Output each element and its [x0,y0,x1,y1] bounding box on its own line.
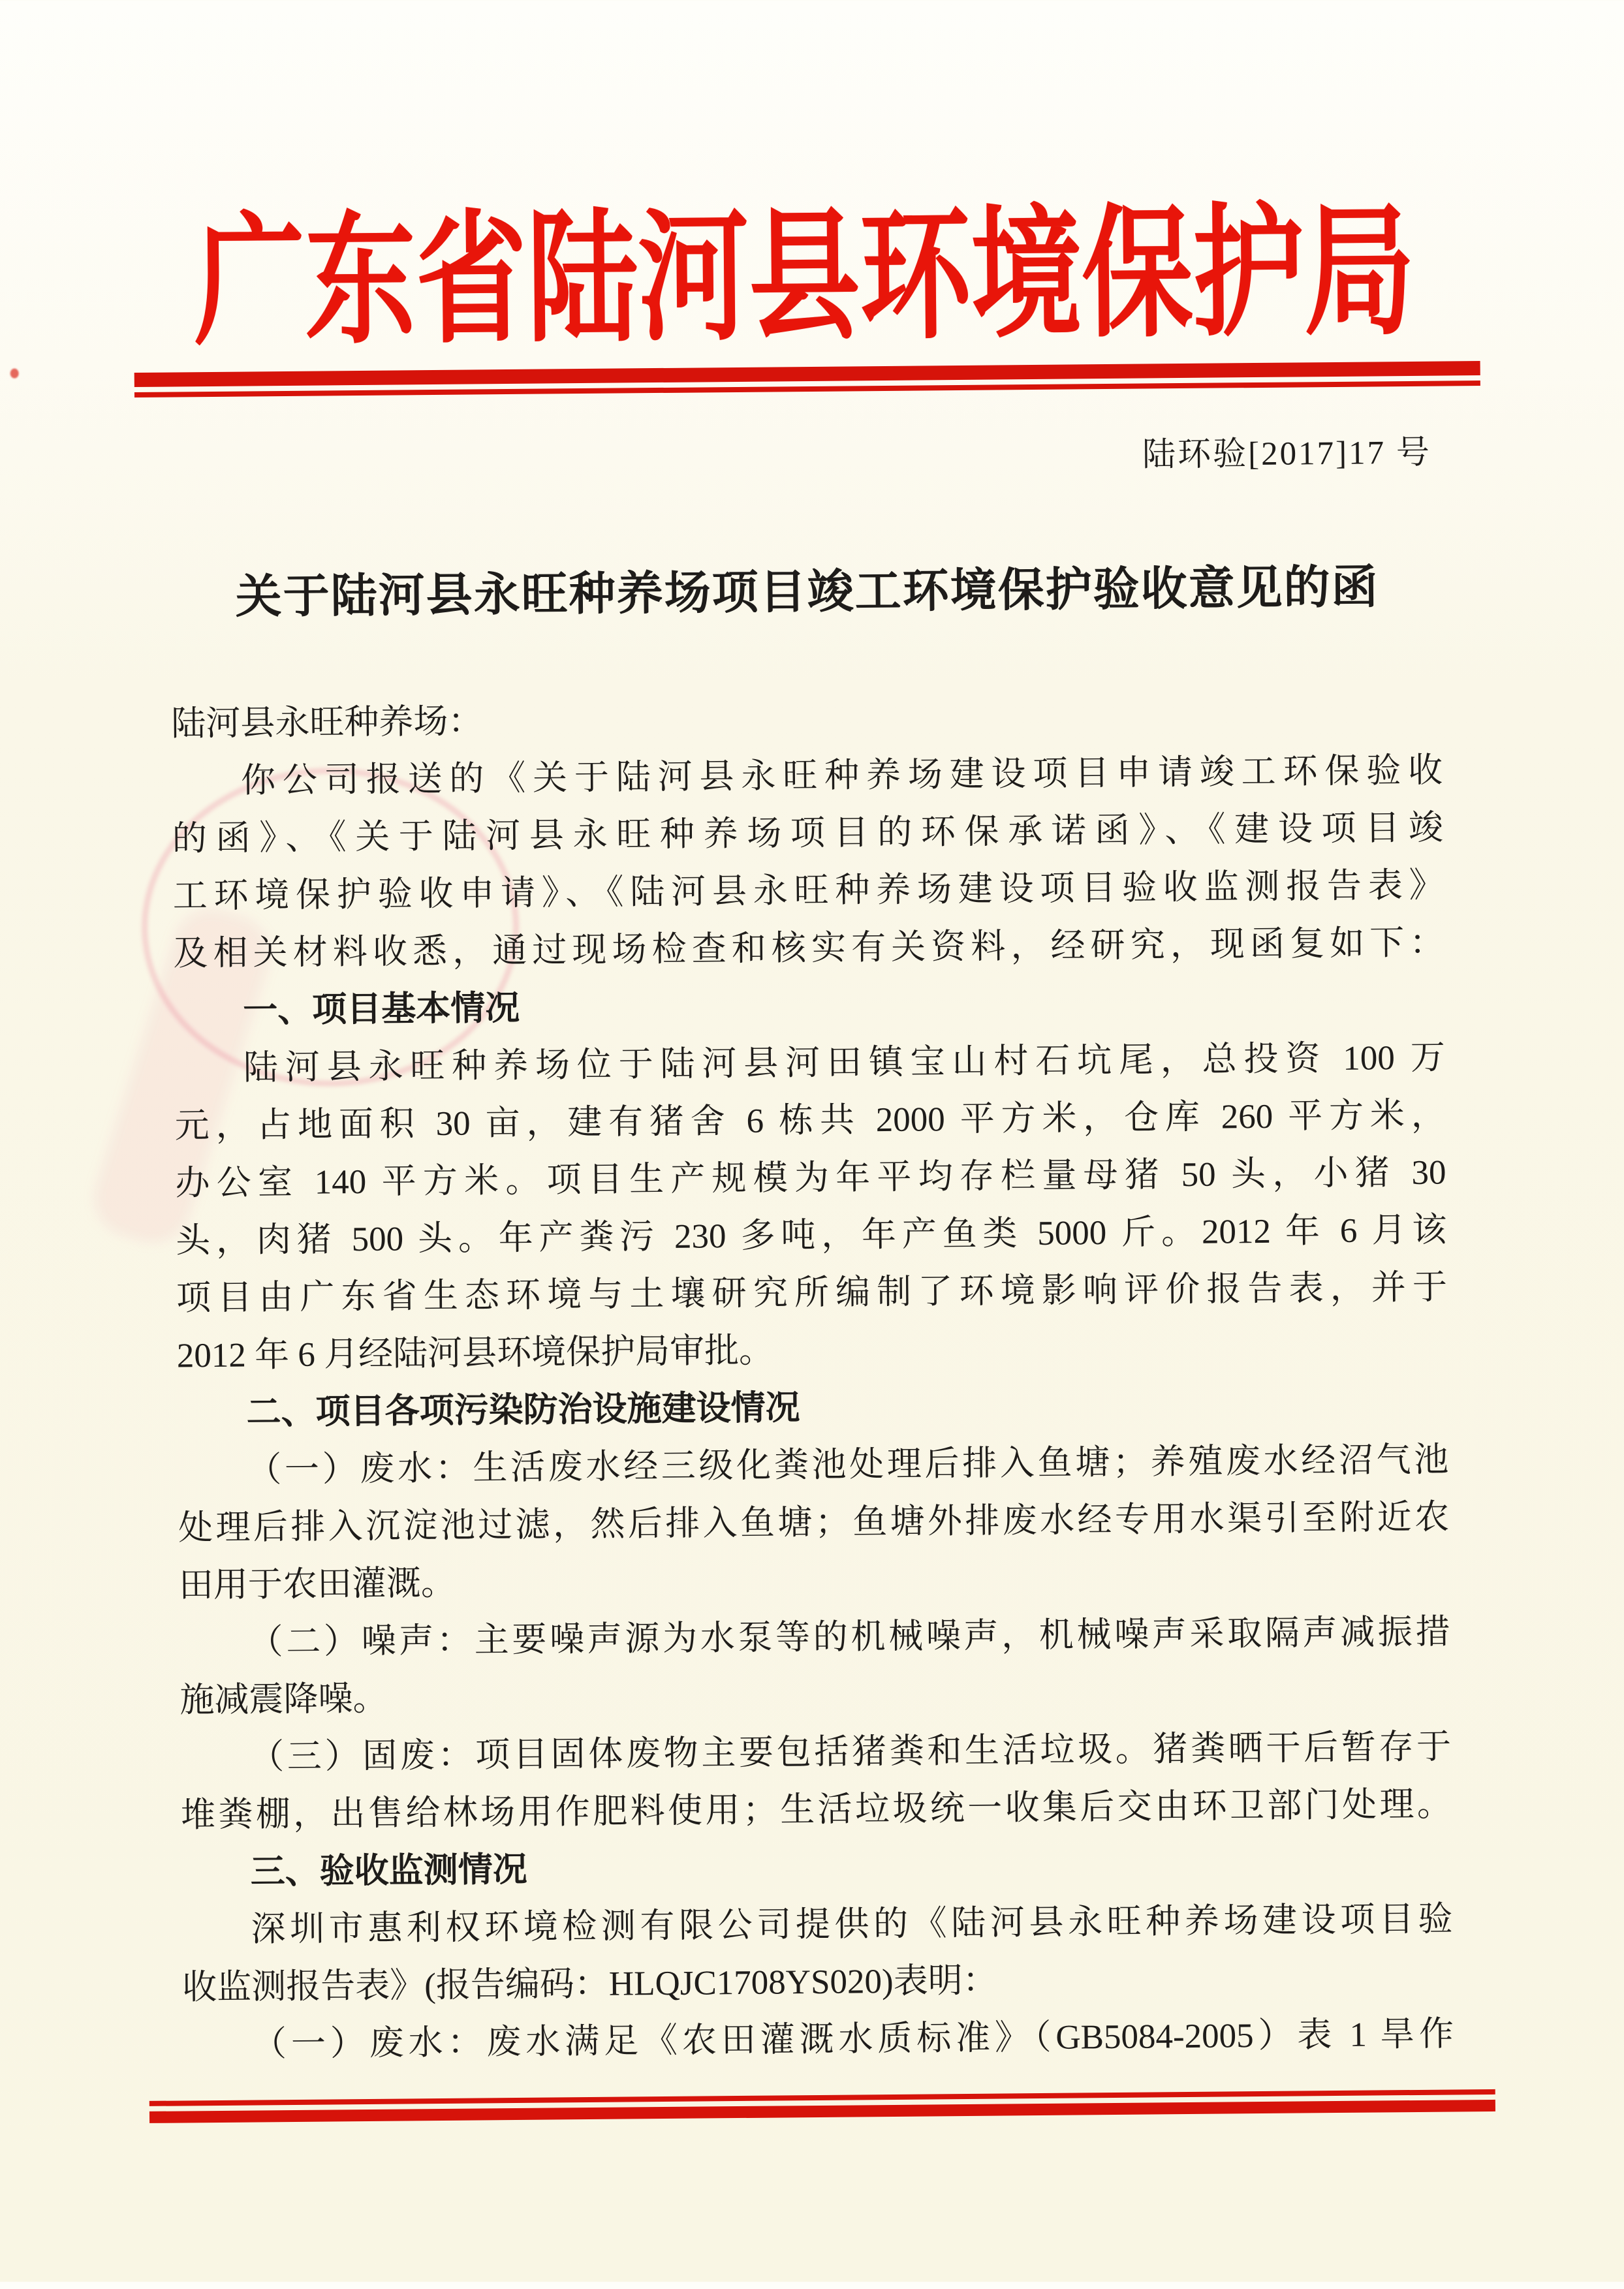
document-reference-number: 陆环验[2017]17 号 [1142,434,1432,474]
body-line-section-heading: 三、验收监测情况 [250,1850,527,1892]
body-line: 深圳市惠利权环境检测有限公司提供的《陆河县永旺种养场建设项目验 [251,1900,1453,1949]
body-line-section-heading: 二、项目各项污染防治设施建设情况 [246,1389,800,1432]
agency-masthead-title: 广东省陆河县环境保护局 [193,194,1416,363]
body-line-salutation: 陆河县永旺种养场： [171,702,483,743]
body-line: 元，占地面积 30 亩，建有猪舍 6 栋共 2000 平方米，仓库 260 平方米， [174,1096,1446,1145]
body-line: 办公室 140 平方米。项目生产规模为年平均存栏量母猪 50 头，小猪 30 [175,1153,1446,1203]
body-line: 2012 年 6 月经陆河县环境保护局审批。 [176,1331,774,1375]
body-line-section-heading: 一、项目基本情况 [242,989,520,1030]
body-line: 田用于农田灌溉。 [178,1564,456,1605]
body-line: （三）固废：项目固体废物主要包括猪粪和生活垃圾。猪粪晒干后暂存于 [249,1728,1452,1777]
body-line: 施减震降噪。 [180,1679,388,1720]
body-line: 陆河县永旺种养场位于陆河县河田镇宝山村石坑尾，总投资 100 万 [243,1038,1446,1087]
body-line: 收监测报告表》(报告编码：HLQJC1708YS020)表明： [182,1961,997,2007]
body-line: 的函》、《关于陆河县永旺种养场项目的环保承诺函》、《建设项目竣 [172,809,1444,858]
body-line: 项目由广东省生态环境与土壤研究所编制了环境影响评价报告表，并于 [176,1268,1448,1318]
body-line: 你公司报送的《关于陆河县永旺种养场建设项目申请竣工环保验收 [240,751,1443,800]
scan-ink-speck [10,369,19,379]
body-line: 头，肉猪 500 头。年产粪污 230 多吨，年产鱼类 5000 斤。2012 年 6 月该 [176,1211,1447,1260]
body-line: （一）废水：生活废水经三级化粪池处理后排入鱼塘；养殖废水经沼气池 [247,1440,1449,1489]
letter-title: 关于陆河县永旺种养场项目竣工环境保护验收意见的函 [235,562,1379,623]
body-line: （二）噪声：主要噪声源为水泵等的机械噪声，机械噪声采取隔声减振措 [248,1613,1450,1662]
body-line: 处理后排入沉淀池过滤，然后排入鱼塘；鱼塘外排废水经专用水渠引至附近农 [178,1498,1450,1548]
letter-body [171,685,1454,2074]
body-line: 堆粪棚，出售给林场用作肥料使用；生活垃圾统一收集后交由环卫部门处理。 [180,1785,1452,1835]
body-line: 及相关材料收悉，通过现场检查和核实有关资料，经研究，现函复如下： [173,924,1444,973]
body-line: （一）废水：废水满足《农田灌溉水质标准》（GB5084-2005）表 1 旱作 [251,2015,1454,2064]
body-line: 工环境保护验收申请》、《陆河县永旺种养场建设项目验收监测报告表》 [172,866,1444,916]
